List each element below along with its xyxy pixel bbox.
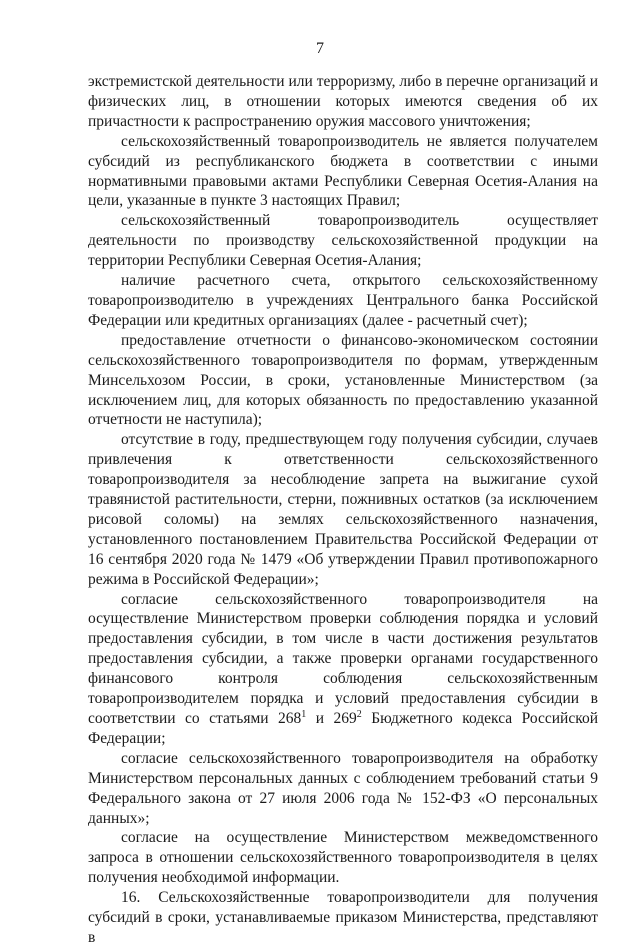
page-number: 7 — [316, 40, 324, 57]
document-body — [88, 72, 598, 948]
superscript: 1 — [301, 708, 307, 720]
paragraph-numbered: 16. Сельскохозяйственные товаропроизводители для получения субсидий в сроки, устанавливаемые приказом Министерства, представляют в — [88, 889, 598, 946]
paragraph: согласие сельскохозяйственного товаропроизводителя на обработку Министерством персональных данных с соблюдением требований статьи 9 Федерального закона от 27 июля 2006 года № 152-ФЗ «О персональных данных»; — [88, 749, 598, 827]
paragraph: наличие расчетного счета, открытого сельскохозяйственному товаропроизводителю в учреждениях Центрального банка Российской Федерации или кредитных организациях (далее - расчетный счет); — [88, 272, 598, 329]
paragraph: предоставление отчетности о финансово-экономическом состоянии сельскохозяйственного товаропроизводителя по формам, утвержденным Минсельхозом России, в сроки, установленные Министерством (за исключением лиц, для которых обязанность по предоставлению указанной отчетности не наступила); — [88, 331, 598, 429]
paragraph-text: и 269 — [306, 710, 357, 727]
paragraph-text: Бюджетного кодекса Российской Федерации; — [88, 710, 599, 747]
paragraph: отсутствие в году, предшествующем году получения субсидии, случаев привлечения к ответственности сельскохозяйственного товаропроизводителя за несоблюдение запрета на выжигание сухой травянистой растительности, стерни, пожнивных остатков (за исключением рисовой соломы) на землях сельскохозяйственного назначения, установленного постановлением Правительства Российской Федерации от 16 сентября 2020 года № 1479 «Об утверждении Правил противопожарного режима в Российской Федерации»; — [88, 431, 598, 588]
paragraph: сельскохозяйственный товаропроизводитель не является получателем субсидий из республиканского бюджета в соответствии с иными нормативными правовыми актами Республики Северная Осетия-Алания на цели, указанные в пункте 3 настоящих Правил; — [88, 132, 598, 210]
paragraph-with-footnotes — [88, 590, 598, 749]
paragraph: экстремистской деятельности или терроризму, либо в перечне организаций и физических лиц, в отношении которых имеются сведения об их причастности к распространению оружия массового уничтожения; — [88, 73, 598, 130]
superscript: 2 — [356, 708, 362, 720]
paragraph: согласие на осуществление Министерством межведомственного запроса в отношении сельскохозяйственного товаропроизводителя в целях получения необходимой информации. — [88, 829, 598, 887]
paragraph-text: согласие сельскохозяйственного товаропроизводителя на осуществление Министерством проверки соблюдения порядка и условий предоставления субсидии, в том числе в части достижения результатов предоставления субсидии, а также проверки органами государственного финансового контроля соблюдения сельскохозяйственным товаропроизводителем порядка и условий предоставления субсидии в соответствии со статьями 268 — [88, 590, 598, 727]
paragraph: сельскохозяйственный товаропроизводитель осуществляет деятельности по производству сельскохозяйственной продукции на территории Республики Северная Осетия-Алания; — [88, 212, 598, 270]
